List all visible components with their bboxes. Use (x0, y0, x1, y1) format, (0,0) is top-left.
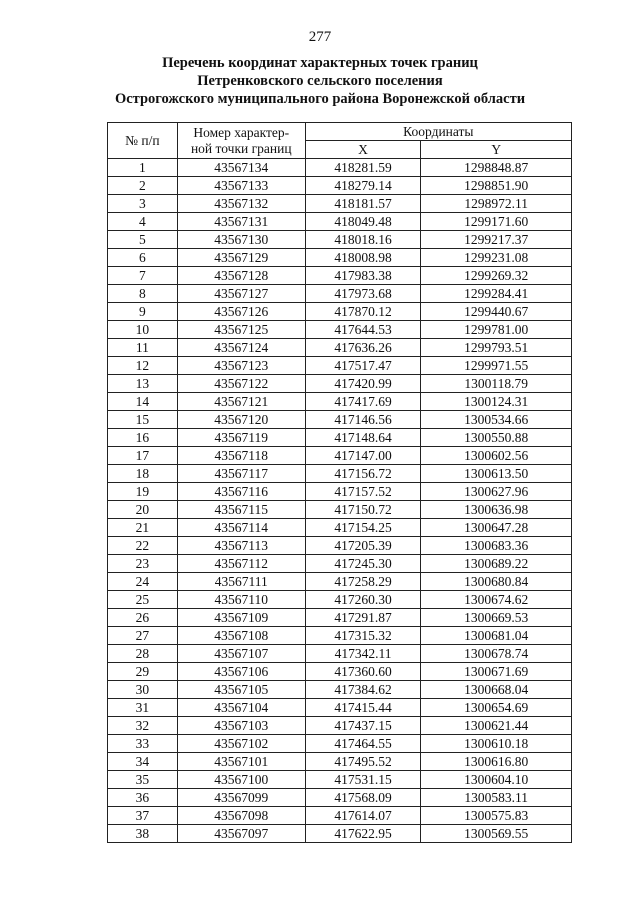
cell-point-number: 43567115 (177, 501, 305, 519)
cell-point-number: 43567134 (177, 159, 305, 177)
cell-y: 1299171.60 (421, 213, 572, 231)
table-row (108, 681, 572, 699)
cell-x: 417636.26 (305, 339, 421, 357)
cell-point-number: 43567113 (177, 537, 305, 555)
header-x: X (305, 141, 421, 159)
cell-row-number: 30 (108, 681, 178, 699)
table-row (108, 627, 572, 645)
cell-y: 1300647.28 (421, 519, 572, 537)
table-row (108, 213, 572, 231)
table-row (108, 447, 572, 465)
cell-row-number: 6 (108, 249, 178, 267)
table-row (108, 555, 572, 573)
cell-point-number: 43567131 (177, 213, 305, 231)
cell-x: 417146.56 (305, 411, 421, 429)
cell-y: 1299231.08 (421, 249, 572, 267)
cell-x: 417342.11 (305, 645, 421, 663)
cell-point-number: 43567102 (177, 735, 305, 753)
title-line-1: Перечень координат характерных точек границ (162, 55, 478, 71)
cell-y: 1298851.90 (421, 177, 572, 195)
cell-y: 1300569.55 (421, 825, 572, 843)
cell-point-number: 43567112 (177, 555, 305, 573)
cell-x: 418018.16 (305, 231, 421, 249)
cell-x: 417644.53 (305, 321, 421, 339)
cell-y: 1298848.87 (421, 159, 572, 177)
cell-row-number: 34 (108, 753, 178, 771)
cell-row-number: 10 (108, 321, 178, 339)
cell-x: 417420.99 (305, 375, 421, 393)
cell-x: 417437.15 (305, 717, 421, 735)
cell-x: 417495.52 (305, 753, 421, 771)
cell-x: 417260.30 (305, 591, 421, 609)
table-row (108, 159, 572, 177)
cell-x: 417870.12 (305, 303, 421, 321)
cell-point-number: 43567133 (177, 177, 305, 195)
cell-y: 1300668.04 (421, 681, 572, 699)
cell-point-number: 43567117 (177, 465, 305, 483)
table-row (108, 231, 572, 249)
cell-row-number: 27 (108, 627, 178, 645)
cell-row-number: 35 (108, 771, 178, 789)
cell-y: 1300678.74 (421, 645, 572, 663)
table-row (108, 303, 572, 321)
cell-row-number: 13 (108, 375, 178, 393)
title-line-3: Острогожского муниципального района Воронежской области (114, 91, 526, 107)
cell-x: 417157.52 (305, 483, 421, 501)
cell-point-number: 43567120 (177, 411, 305, 429)
cell-x: 418049.48 (305, 213, 421, 231)
cell-row-number: 29 (108, 663, 178, 681)
cell-y: 1300118.79 (421, 375, 572, 393)
cell-point-number: 43567124 (177, 339, 305, 357)
cell-row-number: 5 (108, 231, 178, 249)
cell-y: 1300680.84 (421, 573, 572, 591)
cell-x: 417973.68 (305, 285, 421, 303)
cell-point-number: 43567099 (177, 789, 305, 807)
cell-point-number: 43567129 (177, 249, 305, 267)
table-row (108, 663, 572, 681)
cell-row-number: 14 (108, 393, 178, 411)
cell-point-number: 43567121 (177, 393, 305, 411)
cell-row-number: 28 (108, 645, 178, 663)
table-row (108, 357, 572, 375)
cell-point-number: 43567111 (177, 573, 305, 591)
table-row (108, 591, 572, 609)
cell-x: 417531.15 (305, 771, 421, 789)
table-row (108, 411, 572, 429)
cell-y: 1300575.83 (421, 807, 572, 825)
cell-point-number: 43567108 (177, 627, 305, 645)
table-row (108, 195, 572, 213)
table-row (108, 519, 572, 537)
cell-x: 418279.14 (305, 177, 421, 195)
header-point-line-2: ной точки границ (190, 140, 292, 156)
table-row (108, 375, 572, 393)
cell-point-number: 43567104 (177, 699, 305, 717)
cell-row-number: 24 (108, 573, 178, 591)
cell-y: 1300610.18 (421, 735, 572, 753)
cell-y: 1300681.04 (421, 627, 572, 645)
cell-row-number: 18 (108, 465, 178, 483)
cell-y: 1300689.22 (421, 555, 572, 573)
cell-point-number: 43567116 (177, 483, 305, 501)
cell-x: 417417.69 (305, 393, 421, 411)
cell-y: 1300636.98 (421, 501, 572, 519)
cell-point-number: 43567100 (177, 771, 305, 789)
table-row (108, 645, 572, 663)
cell-y: 1299284.41 (421, 285, 572, 303)
cell-y: 1300583.11 (421, 789, 572, 807)
table-row (108, 249, 572, 267)
cell-point-number: 43567105 (177, 681, 305, 699)
cell-row-number: 37 (108, 807, 178, 825)
table-row (108, 609, 572, 627)
cell-point-number: 43567107 (177, 645, 305, 663)
cell-x: 417147.00 (305, 447, 421, 465)
cell-y: 1299269.32 (421, 267, 572, 285)
cell-point-number: 43567114 (177, 519, 305, 537)
cell-y: 1299781.00 (421, 321, 572, 339)
cell-row-number: 26 (108, 609, 178, 627)
cell-x: 417983.38 (305, 267, 421, 285)
cell-row-number: 25 (108, 591, 178, 609)
title-line-2: Петренковского сельского поселения (197, 73, 443, 89)
cell-row-number: 2 (108, 177, 178, 195)
cell-point-number: 43567132 (177, 195, 305, 213)
cell-y: 1300669.53 (421, 609, 572, 627)
cell-row-number: 31 (108, 699, 178, 717)
cell-point-number: 43567101 (177, 753, 305, 771)
cell-y: 1299793.51 (421, 339, 572, 357)
document-title (0, 54, 640, 108)
cell-y: 1300550.88 (421, 429, 572, 447)
cell-point-number: 43567122 (177, 375, 305, 393)
table-row (108, 393, 572, 411)
cell-x: 417258.29 (305, 573, 421, 591)
cell-x: 417154.25 (305, 519, 421, 537)
cell-x: 417614.07 (305, 807, 421, 825)
cell-x: 417415.44 (305, 699, 421, 717)
cell-row-number: 21 (108, 519, 178, 537)
cell-point-number: 43567109 (177, 609, 305, 627)
table-row (108, 735, 572, 753)
table-body (108, 159, 572, 843)
table-row (108, 573, 572, 591)
table-row (108, 483, 572, 501)
cell-point-number: 43567123 (177, 357, 305, 375)
table-row (108, 753, 572, 771)
cell-row-number: 33 (108, 735, 178, 753)
cell-point-number: 43567097 (177, 825, 305, 843)
cell-y: 1300674.62 (421, 591, 572, 609)
table-row (108, 501, 572, 519)
cell-row-number: 11 (108, 339, 178, 357)
cell-row-number: 16 (108, 429, 178, 447)
cell-row-number: 12 (108, 357, 178, 375)
cell-x: 417568.09 (305, 789, 421, 807)
cell-y: 1300627.96 (421, 483, 572, 501)
table-row (108, 771, 572, 789)
cell-row-number: 19 (108, 483, 178, 501)
header-point-line-1: Номер характер- (193, 124, 290, 140)
header-row-number: № п/п (108, 123, 178, 159)
cell-y: 1299971.55 (421, 357, 572, 375)
page-number: 277 (308, 29, 332, 45)
cell-y: 1300124.31 (421, 393, 572, 411)
cell-x: 417315.32 (305, 627, 421, 645)
table-row (108, 789, 572, 807)
cell-point-number: 43567118 (177, 447, 305, 465)
cell-x: 418181.57 (305, 195, 421, 213)
cell-row-number: 15 (108, 411, 178, 429)
cell-x: 417150.72 (305, 501, 421, 519)
cell-point-number: 43567098 (177, 807, 305, 825)
cell-x: 418281.59 (305, 159, 421, 177)
cell-x: 417148.64 (305, 429, 421, 447)
cell-x: 417464.55 (305, 735, 421, 753)
table-row (108, 825, 572, 843)
cell-y: 1300616.80 (421, 753, 572, 771)
cell-x: 417205.39 (305, 537, 421, 555)
cell-y: 1300683.36 (421, 537, 572, 555)
header-point-number (177, 123, 305, 159)
cell-point-number: 43567130 (177, 231, 305, 249)
cell-row-number: 36 (108, 789, 178, 807)
cell-row-number: 17 (108, 447, 178, 465)
cell-row-number: 8 (108, 285, 178, 303)
table-row (108, 717, 572, 735)
table-row (108, 267, 572, 285)
cell-row-number: 20 (108, 501, 178, 519)
table-header (108, 123, 572, 159)
cell-point-number: 43567110 (177, 591, 305, 609)
cell-x: 417291.87 (305, 609, 421, 627)
cell-y: 1300671.69 (421, 663, 572, 681)
header-y: Y (421, 141, 572, 159)
coordinates-table (107, 122, 572, 843)
table-row (108, 537, 572, 555)
cell-y: 1300613.50 (421, 465, 572, 483)
cell-point-number: 43567126 (177, 303, 305, 321)
cell-point-number: 43567119 (177, 429, 305, 447)
cell-y: 1300602.56 (421, 447, 572, 465)
cell-y: 1300654.69 (421, 699, 572, 717)
table-row (108, 177, 572, 195)
cell-point-number: 43567128 (177, 267, 305, 285)
table-row (108, 429, 572, 447)
table-row (108, 699, 572, 717)
cell-x: 418008.98 (305, 249, 421, 267)
cell-row-number: 38 (108, 825, 178, 843)
table-row (108, 807, 572, 825)
table-row (108, 321, 572, 339)
table-row (108, 339, 572, 357)
cell-row-number: 3 (108, 195, 178, 213)
cell-y: 1299440.67 (421, 303, 572, 321)
cell-x: 417156.72 (305, 465, 421, 483)
cell-point-number: 43567103 (177, 717, 305, 735)
cell-row-number: 9 (108, 303, 178, 321)
header-coordinates: Координаты (305, 123, 571, 141)
table-row (108, 465, 572, 483)
table-row (108, 285, 572, 303)
cell-x: 417245.30 (305, 555, 421, 573)
cell-row-number: 32 (108, 717, 178, 735)
cell-point-number: 43567127 (177, 285, 305, 303)
cell-point-number: 43567106 (177, 663, 305, 681)
cell-y: 1300621.44 (421, 717, 572, 735)
cell-y: 1300604.10 (421, 771, 572, 789)
cell-y: 1298972.11 (421, 195, 572, 213)
cell-x: 417622.95 (305, 825, 421, 843)
cell-row-number: 23 (108, 555, 178, 573)
cell-row-number: 22 (108, 537, 178, 555)
cell-point-number: 43567125 (177, 321, 305, 339)
cell-x: 417384.62 (305, 681, 421, 699)
cell-x: 417360.60 (305, 663, 421, 681)
cell-x: 417517.47 (305, 357, 421, 375)
cell-row-number: 4 (108, 213, 178, 231)
cell-y: 1299217.37 (421, 231, 572, 249)
cell-y: 1300534.66 (421, 411, 572, 429)
cell-row-number: 7 (108, 267, 178, 285)
cell-row-number: 1 (108, 159, 178, 177)
